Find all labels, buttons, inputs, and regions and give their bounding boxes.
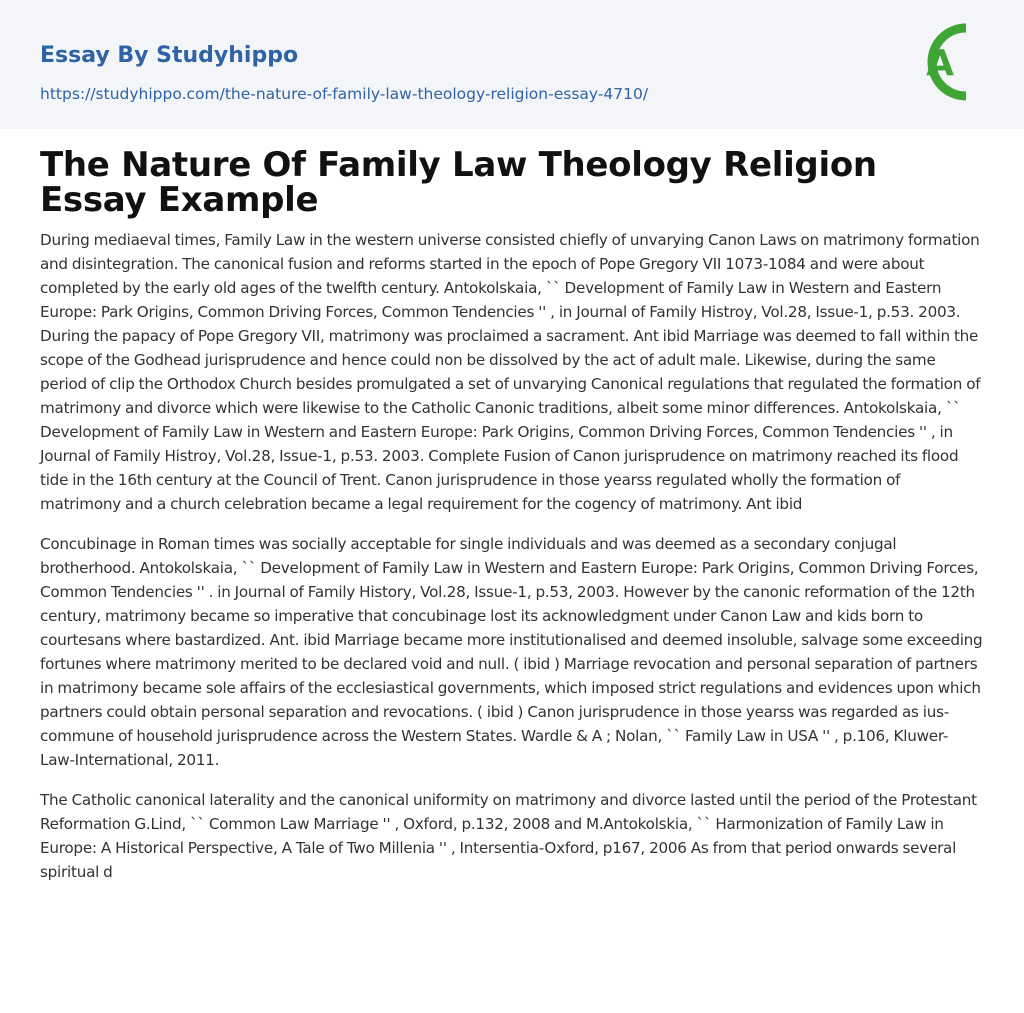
paragraph-3: The Catholic canonical laterality and the canonical uniformity on matrimony and divorce lasted until the period of the Protestant Reformation G.Lind, `` Common Law Marriage '' , Oxford, p.132, 2008 and M.Antokolskia, `` Harmonization of Family Law in Europe: A Historical Perspective, A Tale of Two Millenia '' , Intersentia-Oxford, p167, 2006 As from that period onwards several spiritual d: [40, 791, 977, 881]
site-brand[interactable]: Essay By Studyhippo: [40, 43, 299, 68]
studyhippo-logo-icon[interactable]: [910, 18, 988, 106]
article: [40, 145, 985, 900]
paragraph-1: During mediaeval times, Family Law in the western universe consisted chiefly of unvarying Canon Laws on matrimony formation and disintegration. The canonical fusion and reforms started in the epoch of Pope Gregory VII 1073-1084 and were about completed by the early old ages of the twelfth century. Antokolskaia, `` Development of Family Law in Western and Eastern Europe: Park Origins, Common Driving Forces, Common Tendencies '' , in Journal of Family Histroy, Vol.28, Issue-1, p.53. 2003. During the papacy of Pope Gregory VII, matrimony was proclaimed a sacrament. Ant ibid Marriage was deemed to fall within the scope of the Godhead jurisprudence and hence could non be dissolved by the act of adult male. Likewise, during the same period of clip the Orthodox Church besides promulgated a set of unvarying Canonical regulations that regulated the formation of matrimony and divorce which were likewise to the Catholic Canonic traditions, albeit some minor differences. Antokolskaia, `` Development of Family Law in Western and Eastern Europe: Park Origins, Common Driving Forces, Common Tendencies '' , in Journal of Family Histroy, Vol.28, Issue-1, p.53. 2003. Complete Fusion of Canon jurisprudence on matrimony reached its flood tide in the 16th century at the Council of Trent. Canon jurisprudence in those yearss regulated wholly the formation of matrimony and a church celebration became a legal requirement for the cogency of matrimony. Ant ibid: [40, 231, 981, 513]
page-title: The Nature Of Family Law Theology Religion Essay Example: [40, 145, 877, 220]
page-url-link[interactable]: https://studyhippo.com/the-nature-of-family-law-theology-religion-essay-4710/: [40, 85, 649, 103]
paragraph-2: Concubinage in Roman times was socially acceptable for single individuals and was deemed as a secondary conjugal brotherhood. Antokolskaia, `` Development of Family Law in Western and Eastern Europe: Park Origins, Common Driving Forces, Common Tendencies '' . in Journal of Family History, Vol.28, Issue-1, p.53, 2003. However by the canonic reformation of the 12th century, matrimony became so imperative that concubinage lost its acknowledgment under Canon Law and kids born to courtesans where bastardized. Ant. ibid Marriage became more institutionalised and deemed insoluble, salvage some exceeding fortunes where matrimony merited to be declared void and null. ( ibid ) Marriage revocation and personal separation of partners in matrimony became sole affairs of the ecclesiastical governments, which imposed strict regulations and evidences upon which partners could obtain personal separation and revocations. ( ibid ) Canon jurisprudence in those yearss was regarded as ius-commune of household jurisprudence across the Western States. Wardle & A ; Nolan, `` Family Law in USA '' , p.106, Kluwer- Law-International, 2011.: [40, 535, 983, 769]
site-header: [0, 0, 1024, 129]
logo-letter: A: [926, 43, 954, 84]
article-body: [40, 228, 985, 884]
